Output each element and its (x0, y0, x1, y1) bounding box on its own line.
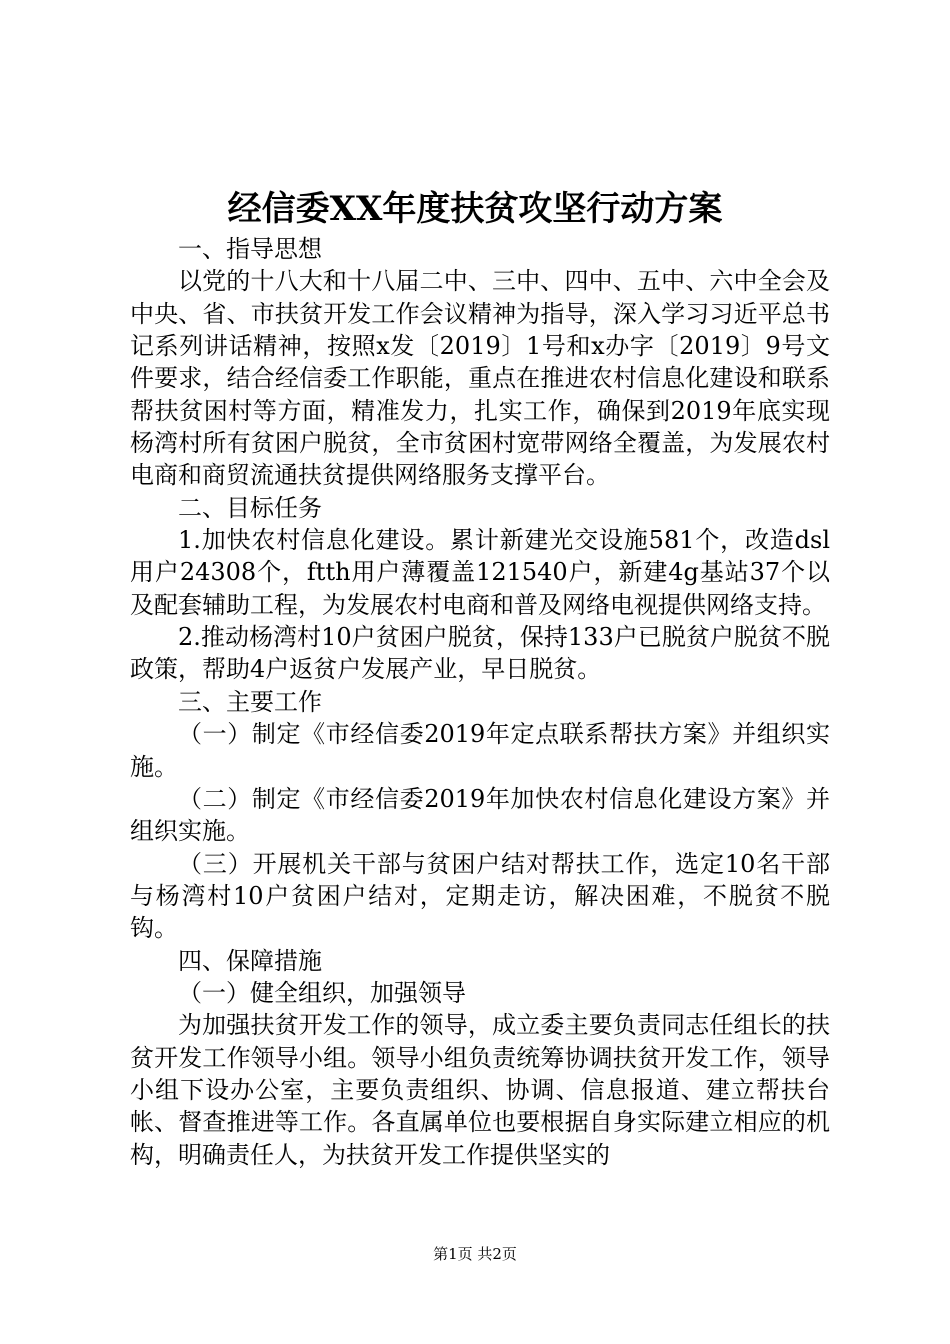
section-heading-main-work: 三、主要工作 (178, 687, 322, 716)
paragraph-organization: 为加强扶贫开发工作的领导，成立委主要负责同志任组长的扶贫开发工作领导小组。领导小组负责统筹协调扶贫开发工作，领导小组下设办公室，主要负责组织、协调、信息报道、建立帮扶台帐、督查推进等工作。各直属单位也要根据自身实际建立相应的机构，明确责任人，为扶贫开发工作提供坚实的 (130, 1011, 830, 1169)
paragraph-work-2: （二）制定《市经信委2019年加快农村信息化建设方案》并组织实施。 (130, 784, 830, 846)
document-title: 经信委XX年度扶贫攻坚行动方案 (227, 189, 723, 229)
section-heading-guiding-thought: 一、指导思想 (178, 235, 322, 263)
paragraph-work-3: （三）开展机关干部与贫困户结对帮扶工作，选定10名干部与杨湾村10户贫困户结对，定期走访，解决困难，不脱贫不脱钩。 (130, 849, 830, 943)
paragraph-goal-1: 1.加快农村信息化建设。累计新建光交设施581个，改造dsl用户24308个，ftth用户薄覆盖121540户，新建4g基站37个以及配套辅助工程，为发展农村电商和普及网络电视提供网络支持。 (130, 526, 830, 619)
subheading-organization: （一）健全组织，加强领导 (178, 978, 466, 1007)
paragraph-work-1: （一）制定《市经信委2019年定点联系帮扶方案》并组织实施。 (130, 720, 830, 781)
paragraph-goal-2: 2.推动杨湾村10户贫困户脱贫，保持133户已脱贫户脱贫不脱政策，帮助4户返贫户发展产业，早日脱贫。 (130, 623, 830, 684)
section-heading-goals: 二、目标任务 (178, 493, 322, 522)
section-heading-safeguards: 四、保障措施 (178, 946, 322, 975)
paragraph-guiding-thought: 以党的十八大和十八届二中、三中、四中、五中、六中全会及中央、省、市扶贫开发工作会议精神为指导，深入学习习近平总书记系列讲话精神，按照x发〔2019〕1号和x办字〔2019〕9号文件要求，结合经信委工作职能，重点在推进农村信息化建设和联系帮扶贫困村等方面，精准发力，扎实工作，确保到2019年底实现杨湾村所有贫困户脱贫，全市贫困村宽带网络全覆盖，为发展农村电商和商贸流通扶贫提供网络服务支撑平台。 (130, 267, 830, 490)
page-number-footer: 第1页 共2页 (433, 1245, 517, 1263)
document-body (130, 233, 830, 1171)
